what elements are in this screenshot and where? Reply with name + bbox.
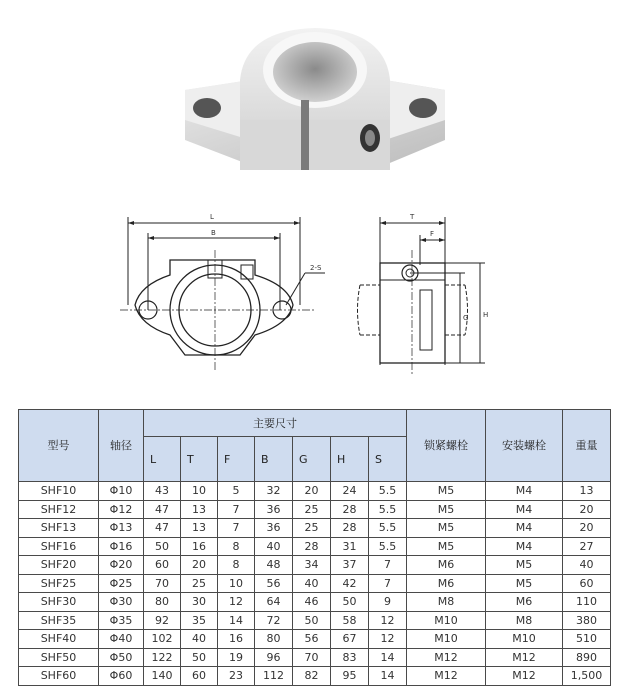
header-dim-S: S [369, 437, 407, 482]
dim-label-T: T [410, 213, 415, 221]
cell-model: SHF10 [19, 482, 99, 501]
dim-label-S: 2-S [310, 264, 322, 272]
cell-F: 7 [218, 500, 255, 519]
cell-dia: Φ40 [99, 630, 144, 649]
table-row [19, 648, 611, 667]
cell-T: 25 [181, 574, 218, 593]
header-shaft-dia: 轴径 [99, 410, 144, 482]
cell-F: 23 [218, 667, 255, 686]
cell-H: 50 [331, 593, 369, 612]
cell-B: 80 [255, 630, 293, 649]
cell-lock: M6 [407, 574, 486, 593]
cell-B: 64 [255, 593, 293, 612]
cell-dia: Φ25 [99, 574, 144, 593]
cell-G: 25 [293, 500, 331, 519]
cell-weight: 1,500 [563, 667, 611, 686]
table-row [19, 611, 611, 630]
table-row [19, 574, 611, 593]
header-main-dims: 主要尺寸 [144, 410, 407, 437]
cell-weight: 380 [563, 611, 611, 630]
cell-dia: Φ60 [99, 667, 144, 686]
cell-S: 5.5 [369, 537, 407, 556]
cell-dia: Φ13 [99, 519, 144, 538]
cell-T: 40 [181, 630, 218, 649]
cell-F: 12 [218, 593, 255, 612]
cell-weight: 60 [563, 574, 611, 593]
dim-label-H: H [483, 311, 489, 319]
table-row [19, 500, 611, 519]
cell-S: 14 [369, 648, 407, 667]
cell-weight: 40 [563, 556, 611, 575]
cell-G: 40 [293, 574, 331, 593]
cell-B: 36 [255, 500, 293, 519]
cell-H: 83 [331, 648, 369, 667]
dim-label-L: L [210, 213, 214, 221]
cell-dia: Φ50 [99, 648, 144, 667]
cell-lock: M12 [407, 648, 486, 667]
cell-mount: M4 [486, 519, 563, 538]
cell-S: 5.5 [369, 519, 407, 538]
cell-model: SHF50 [19, 648, 99, 667]
cell-mount: M4 [486, 482, 563, 501]
cell-T: 50 [181, 648, 218, 667]
cell-T: 35 [181, 611, 218, 630]
cell-S: 12 [369, 611, 407, 630]
cell-mount: M4 [486, 500, 563, 519]
cell-lock: M5 [407, 482, 486, 501]
table-row [19, 556, 611, 575]
cell-L: 43 [144, 482, 181, 501]
table-row [19, 519, 611, 538]
cell-G: 70 [293, 648, 331, 667]
cell-B: 40 [255, 537, 293, 556]
cell-model: SHF13 [19, 519, 99, 538]
cell-dia: Φ35 [99, 611, 144, 630]
cell-lock: M10 [407, 630, 486, 649]
cell-model: SHF20 [19, 556, 99, 575]
cell-F: 8 [218, 556, 255, 575]
dim-label-B: B [211, 229, 216, 237]
cell-weight: 20 [563, 500, 611, 519]
cell-G: 34 [293, 556, 331, 575]
cell-H: 24 [331, 482, 369, 501]
cell-F: 16 [218, 630, 255, 649]
cell-G: 20 [293, 482, 331, 501]
cell-model: SHF30 [19, 593, 99, 612]
cell-F: 8 [218, 537, 255, 556]
header-weight: 重量 [563, 410, 611, 482]
cell-G: 82 [293, 667, 331, 686]
cell-S: 12 [369, 630, 407, 649]
header-model: 型号 [19, 410, 99, 482]
dim-label-G: G [463, 314, 469, 322]
cell-dia: Φ10 [99, 482, 144, 501]
cell-T: 16 [181, 537, 218, 556]
product-photo [175, 20, 455, 200]
cell-dia: Φ12 [99, 500, 144, 519]
cell-T: 13 [181, 500, 218, 519]
cell-S: 7 [369, 574, 407, 593]
header-dim-T: T [181, 437, 218, 482]
cell-model: SHF35 [19, 611, 99, 630]
cell-G: 50 [293, 611, 331, 630]
cell-mount: M6 [486, 593, 563, 612]
cell-weight: 20 [563, 519, 611, 538]
cell-model: SHF40 [19, 630, 99, 649]
cell-model: SHF25 [19, 574, 99, 593]
cell-F: 7 [218, 519, 255, 538]
header-mount-bolt: 安装螺栓 [486, 410, 563, 482]
cell-lock: M5 [407, 500, 486, 519]
header-dim-G: G [293, 437, 331, 482]
spec-table-body [19, 482, 611, 686]
cell-S: 5.5 [369, 500, 407, 519]
table-row [19, 482, 611, 501]
cell-L: 140 [144, 667, 181, 686]
cell-B: 36 [255, 519, 293, 538]
cell-F: 19 [218, 648, 255, 667]
cell-dia: Φ20 [99, 556, 144, 575]
cell-G: 28 [293, 537, 331, 556]
cell-H: 42 [331, 574, 369, 593]
cell-L: 47 [144, 519, 181, 538]
cell-lock: M8 [407, 593, 486, 612]
cell-L: 80 [144, 593, 181, 612]
cell-dia: Φ30 [99, 593, 144, 612]
cell-L: 50 [144, 537, 181, 556]
cell-T: 60 [181, 667, 218, 686]
cell-H: 95 [331, 667, 369, 686]
cell-B: 48 [255, 556, 293, 575]
cell-mount: M12 [486, 648, 563, 667]
cell-weight: 510 [563, 630, 611, 649]
header-lock-bolt: 锁紧螺栓 [407, 410, 486, 482]
cell-lock: M10 [407, 611, 486, 630]
cell-weight: 27 [563, 537, 611, 556]
cell-lock: M5 [407, 519, 486, 538]
cell-G: 25 [293, 519, 331, 538]
cell-lock: M6 [407, 556, 486, 575]
cell-model: SHF60 [19, 667, 99, 686]
cell-T: 10 [181, 482, 218, 501]
cell-weight: 13 [563, 482, 611, 501]
cell-weight: 110 [563, 593, 611, 612]
cell-H: 31 [331, 537, 369, 556]
table-row [19, 667, 611, 686]
cell-H: 28 [331, 500, 369, 519]
cell-S: 7 [369, 556, 407, 575]
cell-L: 102 [144, 630, 181, 649]
header-dim-F: F [218, 437, 255, 482]
cell-B: 112 [255, 667, 293, 686]
cell-F: 14 [218, 611, 255, 630]
cell-mount: M5 [486, 556, 563, 575]
cell-H: 37 [331, 556, 369, 575]
cell-T: 20 [181, 556, 218, 575]
cell-lock: M5 [407, 537, 486, 556]
cell-B: 32 [255, 482, 293, 501]
cell-G: 46 [293, 593, 331, 612]
cell-B: 72 [255, 611, 293, 630]
cell-mount: M10 [486, 630, 563, 649]
cell-L: 122 [144, 648, 181, 667]
cell-H: 58 [331, 611, 369, 630]
cell-S: 14 [369, 667, 407, 686]
cell-S: 5.5 [369, 482, 407, 501]
header-dim-L: L [144, 437, 181, 482]
cell-lock: M12 [407, 667, 486, 686]
cell-mount: M12 [486, 667, 563, 686]
cell-mount: M8 [486, 611, 563, 630]
cell-L: 60 [144, 556, 181, 575]
dim-label-F: F [430, 230, 435, 238]
cell-T: 13 [181, 519, 218, 538]
cell-T: 30 [181, 593, 218, 612]
cell-F: 10 [218, 574, 255, 593]
cell-H: 67 [331, 630, 369, 649]
table-row [19, 593, 611, 612]
cell-L: 92 [144, 611, 181, 630]
cell-L: 47 [144, 500, 181, 519]
cell-model: SHF12 [19, 500, 99, 519]
spec-table [18, 409, 611, 686]
table-row [19, 537, 611, 556]
header-dim-B: B [255, 437, 293, 482]
cell-dia: Φ16 [99, 537, 144, 556]
cell-model: SHF16 [19, 537, 99, 556]
cell-S: 9 [369, 593, 407, 612]
cell-mount: M5 [486, 574, 563, 593]
cell-weight: 890 [563, 648, 611, 667]
cell-B: 56 [255, 574, 293, 593]
cell-L: 70 [144, 574, 181, 593]
cell-B: 96 [255, 648, 293, 667]
side-view-drawing [350, 205, 510, 380]
cell-G: 56 [293, 630, 331, 649]
table-row [19, 630, 611, 649]
cell-H: 28 [331, 519, 369, 538]
cell-F: 5 [218, 482, 255, 501]
cell-mount: M4 [486, 537, 563, 556]
header-dim-H: H [331, 437, 369, 482]
front-view-drawing [110, 205, 330, 380]
